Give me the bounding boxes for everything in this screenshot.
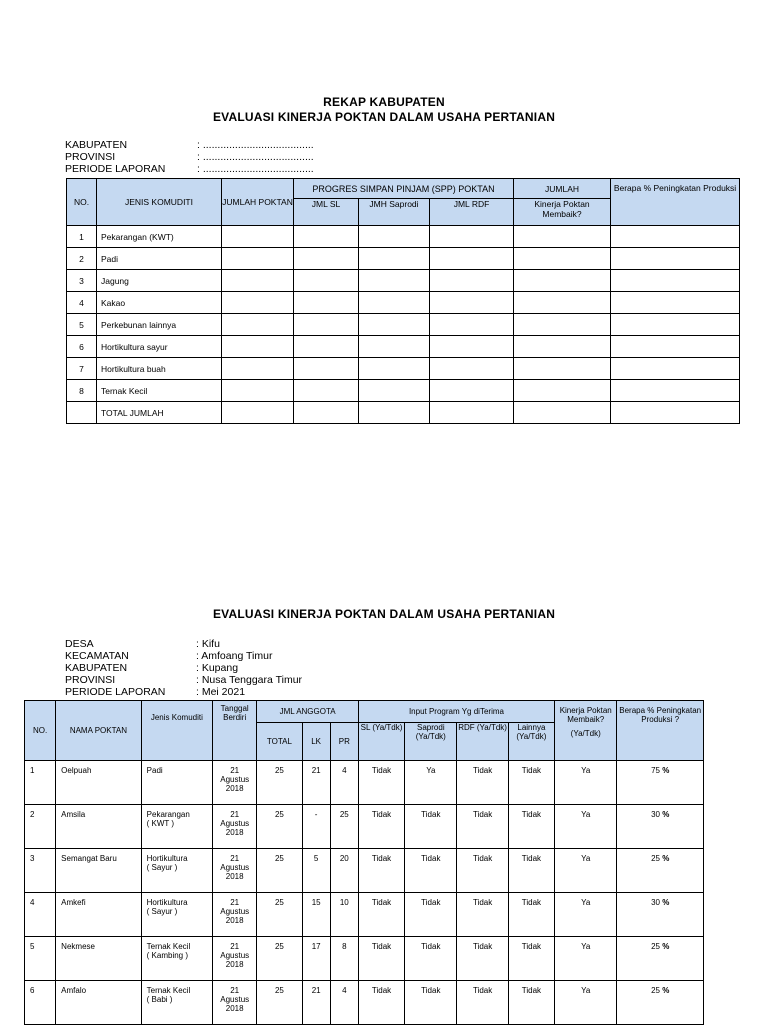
table-row bbox=[67, 380, 740, 402]
tanggal-year: 2018 bbox=[225, 916, 244, 925]
row-jenis-komuditi bbox=[141, 893, 212, 937]
row-pr: 25 bbox=[330, 805, 358, 849]
meta-kabupaten bbox=[65, 662, 302, 674]
meta-label: PROVINSI bbox=[65, 151, 116, 163]
meta-label: KABUPATEN bbox=[65, 662, 128, 674]
desa-meta bbox=[65, 638, 302, 698]
row-lk: 21 bbox=[302, 981, 330, 1025]
row-komoditi: Hortikultura buah bbox=[97, 358, 222, 380]
tanggal-day: 21 bbox=[230, 986, 240, 995]
pct-sign: % bbox=[662, 898, 670, 907]
meta-provinsi bbox=[65, 151, 314, 163]
header-pr: PR bbox=[330, 723, 358, 761]
row-total: 25 bbox=[257, 893, 302, 937]
meta-label: DESA bbox=[65, 638, 94, 650]
header-tanggal-berdiri: Tanggal Berdiri bbox=[213, 701, 257, 761]
header-kinerja bbox=[555, 701, 617, 761]
meta-label: KECAMATAN bbox=[65, 650, 129, 662]
row-no: 5 bbox=[67, 314, 97, 336]
row-tanggal bbox=[213, 981, 257, 1025]
header-rdf: RDF (Ya/Tdk) bbox=[457, 723, 508, 761]
table-row bbox=[67, 248, 740, 270]
row-saprodi: Tidak bbox=[405, 937, 457, 981]
row-pr: 4 bbox=[330, 761, 358, 805]
meta-value: : ...................................... bbox=[197, 151, 314, 163]
poktan-table bbox=[24, 700, 704, 1025]
tanggal-month: Agustus bbox=[220, 819, 250, 828]
row-komoditi: Ternak Kecil bbox=[97, 380, 222, 402]
jenis-line: ( Sayur ) bbox=[146, 907, 178, 916]
meta-label: PROVINSI bbox=[65, 674, 116, 686]
row-nama-poktan: Semangat Baru bbox=[56, 849, 141, 893]
tanggal-day: 21 bbox=[230, 810, 240, 819]
header-nama-poktan: NAMA POKTAN bbox=[56, 701, 141, 761]
row-rdf: Tidak bbox=[457, 849, 508, 893]
header-peningkatan-produksi: Berapa % Peningkatan Produksi ? bbox=[617, 701, 704, 761]
row-lk: 5 bbox=[302, 849, 330, 893]
evaluasi-title: EVALUASI KINERJA POKTAN DALAM USAHA PERTANIAN bbox=[212, 110, 556, 124]
header-kinerja-sub: (Ya/Tdk) bbox=[570, 729, 601, 738]
tanggal-year: 2018 bbox=[225, 872, 244, 881]
pct-sign: % bbox=[662, 942, 670, 951]
header-sl: SL (Ya/Tdk) bbox=[358, 723, 404, 761]
row-komoditi: Hortikultura sayur bbox=[97, 336, 222, 358]
header-kinerja-poktan: Kinerja Poktan Membaik? bbox=[514, 199, 611, 226]
row-lainnya: Tidak bbox=[508, 937, 554, 981]
table-row bbox=[67, 270, 740, 292]
meta-label: PERIODE LAPORAN bbox=[65, 686, 166, 698]
row-nama-poktan: Amkefi bbox=[56, 893, 141, 937]
row-peningkatan bbox=[617, 937, 704, 981]
header-jml-sl: JML SL bbox=[294, 199, 359, 226]
meta-value: : Kifu bbox=[196, 638, 220, 650]
row-komoditi: Jagung bbox=[97, 270, 222, 292]
row-lk: 17 bbox=[302, 937, 330, 981]
row-total: 25 bbox=[257, 981, 302, 1025]
meta-label: PERIODE LAPORAN bbox=[65, 163, 166, 175]
row-no bbox=[67, 402, 97, 424]
tanggal-year: 2018 bbox=[225, 1004, 244, 1013]
meta-value: : Nusa Tenggara Timur bbox=[196, 674, 303, 686]
row-lk: - bbox=[302, 805, 330, 849]
pct-number: 25 bbox=[651, 942, 660, 951]
jenis-line: Padi bbox=[146, 766, 163, 775]
meta-kecamatan bbox=[65, 650, 302, 662]
row-no: 2 bbox=[67, 248, 97, 270]
pct-number: 30 bbox=[651, 898, 660, 907]
row-pr: 10 bbox=[330, 893, 358, 937]
jenis-line: ( KWT ) bbox=[146, 819, 175, 828]
row-lainnya: Tidak bbox=[508, 981, 554, 1025]
tanggal-day: 21 bbox=[230, 854, 240, 863]
header-peningkatan-produksi: Berapa % Peningkatan Produksi bbox=[611, 179, 740, 226]
row-tanggal bbox=[213, 937, 257, 981]
evaluasi-title-2: EVALUASI KINERJA POKTAN DALAM USAHA PERTANIAN bbox=[212, 607, 556, 621]
row-kinerja: Ya bbox=[555, 761, 617, 805]
jenis-line: Hortikultura bbox=[146, 898, 188, 907]
header-jmh-saprodi: JMH Saprodi bbox=[359, 199, 430, 226]
tanggal-month: Agustus bbox=[220, 951, 250, 960]
row-total: 25 bbox=[257, 849, 302, 893]
row-rdf: Tidak bbox=[457, 981, 508, 1025]
row-kinerja: Ya bbox=[555, 893, 617, 937]
tanggal-day: 21 bbox=[230, 942, 240, 951]
table-row bbox=[67, 314, 740, 336]
row-total: 25 bbox=[257, 761, 302, 805]
row-no: 4 bbox=[25, 893, 56, 937]
table-row bbox=[67, 292, 740, 314]
jenis-line: Ternak Kecil bbox=[146, 942, 191, 951]
row-tanggal bbox=[213, 761, 257, 805]
row-peningkatan bbox=[617, 761, 704, 805]
header-jenis-komuditi: Jenis Komuditi bbox=[141, 701, 212, 761]
row-nama-poktan: Amsila bbox=[56, 805, 141, 849]
row-lainnya: Tidak bbox=[508, 761, 554, 805]
row-rdf: Tidak bbox=[457, 893, 508, 937]
row-lainnya: Tidak bbox=[508, 805, 554, 849]
table-row bbox=[25, 761, 704, 805]
header-lk: LK bbox=[302, 723, 330, 761]
header-kinerja-label: Kinerja Poktan Membaik? bbox=[559, 706, 612, 724]
tanggal-year: 2018 bbox=[225, 960, 244, 969]
jenis-line: ( Babi ) bbox=[146, 995, 173, 1004]
header-jml-anggota: JML ANGGOTA bbox=[257, 701, 359, 723]
header-input-program: Input Program Yg diTerima bbox=[358, 701, 554, 723]
row-jenis-komuditi bbox=[141, 849, 212, 893]
row-sl: Tidak bbox=[358, 761, 404, 805]
row-peningkatan bbox=[617, 981, 704, 1025]
tanggal-day: 21 bbox=[230, 766, 240, 775]
row-kinerja: Ya bbox=[555, 937, 617, 981]
row-komoditi: Perkebunan lainnya bbox=[97, 314, 222, 336]
pct-sign: % bbox=[662, 810, 670, 819]
header-jml-rdf: JML RDF bbox=[430, 199, 514, 226]
table-row bbox=[25, 893, 704, 937]
pct-number: 30 bbox=[651, 810, 660, 819]
row-rdf: Tidak bbox=[457, 761, 508, 805]
meta-periode bbox=[65, 686, 302, 698]
row-peningkatan bbox=[617, 805, 704, 849]
row-no: 1 bbox=[67, 226, 97, 248]
jenis-line: ( Sayur ) bbox=[146, 863, 178, 872]
row-no: 8 bbox=[67, 380, 97, 402]
header-jumlah-poktan: JUMLAH POKTAN bbox=[222, 179, 294, 226]
jenis-line: ( Kambing ) bbox=[146, 951, 189, 960]
row-jenis-komuditi bbox=[141, 937, 212, 981]
row-tanggal bbox=[213, 849, 257, 893]
header-saprodi: Saprodi (Ya/Tdk) bbox=[405, 723, 457, 761]
row-tanggal bbox=[213, 805, 257, 849]
header-lainnya: Lainnya (Ya/Tdk) bbox=[508, 723, 554, 761]
row-nama-poktan: Nekmese bbox=[56, 937, 141, 981]
pct-number: 75 bbox=[651, 766, 660, 775]
jenis-line: Pekarangan bbox=[146, 810, 190, 819]
row-sl: Tidak bbox=[358, 937, 404, 981]
tanggal-month: Agustus bbox=[220, 775, 250, 784]
tanggal-year: 2018 bbox=[225, 784, 244, 793]
meta-value: : Mei 2021 bbox=[196, 686, 246, 698]
row-saprodi: Tidak bbox=[405, 981, 457, 1025]
rekap-meta bbox=[65, 139, 314, 175]
row-sl: Tidak bbox=[358, 981, 404, 1025]
row-no: 4 bbox=[67, 292, 97, 314]
header-no: NO. bbox=[67, 179, 97, 226]
header-no: NO. bbox=[25, 701, 56, 761]
row-lk: 21 bbox=[302, 761, 330, 805]
row-nama-poktan: Amfalo bbox=[56, 981, 141, 1025]
row-lainnya: Tidak bbox=[508, 893, 554, 937]
meta-value: : ...................................... bbox=[197, 163, 314, 175]
rekap-title: REKAP KABUPATEN bbox=[323, 95, 445, 109]
row-saprodi: Tidak bbox=[405, 805, 457, 849]
pct-sign: % bbox=[662, 766, 670, 775]
jenis-line: Ternak Kecil bbox=[146, 986, 191, 995]
table-row bbox=[67, 336, 740, 358]
row-saprodi: Tidak bbox=[405, 893, 457, 937]
row-komoditi: Padi bbox=[97, 248, 222, 270]
table-row bbox=[67, 358, 740, 380]
header-total: TOTAL bbox=[257, 723, 302, 761]
row-komoditi: Pekarangan (KWT) bbox=[97, 226, 222, 248]
row-jenis-komuditi bbox=[141, 805, 212, 849]
row-no: 5 bbox=[25, 937, 56, 981]
meta-label: KABUPATEN bbox=[65, 139, 128, 151]
meta-desa bbox=[65, 638, 302, 650]
row-kinerja: Ya bbox=[555, 849, 617, 893]
row-jenis-komuditi bbox=[141, 761, 212, 805]
row-total: 25 bbox=[257, 937, 302, 981]
row-pr: 8 bbox=[330, 937, 358, 981]
tanggal-month: Agustus bbox=[220, 995, 250, 1004]
row-saprodi: Ya bbox=[405, 761, 457, 805]
meta-kabupaten bbox=[65, 139, 314, 151]
meta-provinsi bbox=[65, 674, 302, 686]
row-no: 6 bbox=[25, 981, 56, 1025]
meta-value: : Kupang bbox=[196, 662, 239, 674]
row-no: 3 bbox=[25, 849, 56, 893]
table-row bbox=[67, 226, 740, 248]
row-nama-poktan: Oelpuah bbox=[56, 761, 141, 805]
row-tanggal bbox=[213, 893, 257, 937]
row-no: 2 bbox=[25, 805, 56, 849]
jenis-line: Hortikultura bbox=[146, 854, 188, 863]
row-no: 7 bbox=[67, 358, 97, 380]
row-rdf: Tidak bbox=[457, 937, 508, 981]
row-pr: 4 bbox=[330, 981, 358, 1025]
pct-number: 25 bbox=[651, 854, 660, 863]
row-lainnya: Tidak bbox=[508, 849, 554, 893]
table-row bbox=[25, 849, 704, 893]
row-peningkatan bbox=[617, 893, 704, 937]
row-no: 6 bbox=[67, 336, 97, 358]
row-no: 1 bbox=[25, 761, 56, 805]
row-sl: Tidak bbox=[358, 805, 404, 849]
row-sl: Tidak bbox=[358, 893, 404, 937]
row-pr: 20 bbox=[330, 849, 358, 893]
row-komoditi: TOTAL JUMLAH bbox=[97, 402, 222, 424]
header-jumlah: JUMLAH bbox=[514, 179, 611, 199]
table-row-total bbox=[67, 402, 740, 424]
header-jenis-komuditi: JENIS KOMUDITI bbox=[97, 179, 222, 226]
meta-value: : Amfoang Timur bbox=[196, 650, 273, 662]
table-row bbox=[25, 937, 704, 981]
pct-sign: % bbox=[662, 986, 670, 995]
header-progres-spp: PROGRES SIMPAN PINJAM (SPP) POKTAN bbox=[294, 179, 514, 199]
row-sl: Tidak bbox=[358, 849, 404, 893]
table-row bbox=[25, 805, 704, 849]
row-rdf: Tidak bbox=[457, 805, 508, 849]
tanggal-month: Agustus bbox=[220, 907, 250, 916]
pct-sign: % bbox=[662, 854, 670, 863]
row-no: 3 bbox=[67, 270, 97, 292]
tanggal-year: 2018 bbox=[225, 828, 244, 837]
row-kinerja: Ya bbox=[555, 981, 617, 1025]
meta-value: : ...................................... bbox=[197, 139, 314, 151]
row-total: 25 bbox=[257, 805, 302, 849]
row-jenis-komuditi bbox=[141, 981, 212, 1025]
row-kinerja: Ya bbox=[555, 805, 617, 849]
row-lk: 15 bbox=[302, 893, 330, 937]
pct-number: 25 bbox=[651, 986, 660, 995]
tanggal-day: 21 bbox=[230, 898, 240, 907]
meta-periode bbox=[65, 163, 314, 175]
row-komoditi: Kakao bbox=[97, 292, 222, 314]
rekap-table bbox=[66, 178, 740, 424]
table-row bbox=[25, 981, 704, 1025]
row-saprodi: Tidak bbox=[405, 849, 457, 893]
tanggal-month: Agustus bbox=[220, 863, 250, 872]
row-peningkatan bbox=[617, 849, 704, 893]
